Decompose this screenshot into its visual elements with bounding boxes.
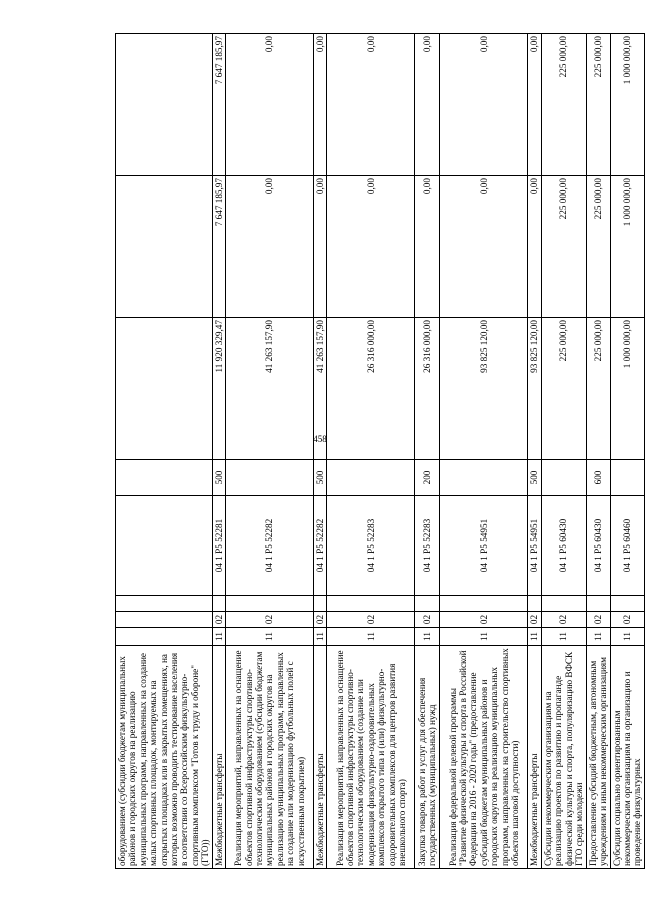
row-gr: 11 [212,628,225,646]
row-csr: 04 1 P5 60430 [541,496,586,596]
row-sum1: 26 316 000,00 [327,318,415,460]
row-sum1: 26 316 000,00 [415,318,440,460]
row-name: Межбюджетные трансферты [314,646,327,869]
row-name: оборудованием (субсидии бюджетам муниципальных районов и городских округов на реализацию муниципальных программ, направленных на создание малых спортивных площадок, монтируемых на открытых площадках или в закрытых помещениях, на которых возможно проводить тестирование населения в соответствии со Всероссийским физкультурно-спортивным комплексом "Готов к труду и обороне" (ГТО)) [116,646,213,869]
budget-table [115,33,645,869]
table-row [528,34,541,869]
row-gr: 11 [314,628,327,646]
row-pr: 02 [440,612,528,628]
page-number: 458 [313,434,327,444]
row-sum1: 1 000 000,00 [610,318,644,460]
row-pr: 02 [314,612,327,628]
row-gr: 11 [610,628,644,646]
row-sum2: 0,00 [528,176,541,318]
row-pr: 02 [541,612,586,628]
row-blank [327,596,415,612]
row-gr: 11 [528,628,541,646]
row-pr: 02 [226,612,314,628]
row-vr [327,460,415,496]
row-name: Межбюджетные трансферты [212,646,225,869]
row-pr: 02 [528,612,541,628]
row-vr [610,460,644,496]
row-sum3: 0,00 [440,34,528,176]
row-gr: 11 [415,628,440,646]
row-pr: 02 [327,612,415,628]
row-sum2: 225 000,00 [586,176,610,318]
row-blank [226,596,314,612]
row-name: Предоставление субсидий бюджетным, автономным учреждениям и иным некоммерческим организациям [586,646,610,869]
row-gr: 11 [586,628,610,646]
row-sum1: 41 263 157,90 [314,318,327,460]
row-sum3: 7 647 185,97 [212,34,225,176]
row-sum1: 93 825 120,00 [528,318,541,460]
row-blank [212,596,225,612]
row-csr: 04 1 P5 52282 [226,496,314,596]
row-pr: 02 [586,612,610,628]
table-row [541,34,586,869]
row-sum1: 41 263 157,90 [226,318,314,460]
row-vr: 200 [415,460,440,496]
row-name: Закупка товаров, работ и услуг для обеспечения государственных (муниципальных) нужд [415,646,440,869]
row-name: Субсидии социально ориентированным некоммерческим организациям на организацию и проведение физкультурных [610,646,644,869]
row-csr: 04 1 P5 60430 [586,496,610,596]
row-sum3: 0,00 [314,34,327,176]
table-row [226,34,314,869]
row-blank [116,596,213,612]
row-sum1: 93 825 120,00 [440,318,528,460]
row-name: Межбюджетные трансферты [528,646,541,869]
row-gr: 11 [541,628,586,646]
row-name: Реализация федеральной целевой программы "Развитие физической культуры и спорта в Российской Федерации на 2016 - 2020 годы" (предоставление субсидий бюджетам муниципальных районов и городских округов на реализацию муниципальных программ, направленных на строительство спортивных объектов шаговой доступности) [440,646,528,869]
row-vr [440,460,528,496]
row-vr: 500 [314,460,327,496]
row-gr: 11 [327,628,415,646]
row-blank [440,596,528,612]
row-pr [116,612,213,628]
row-sum1 [116,318,213,460]
row-sum3: 0,00 [528,34,541,176]
row-gr: 11 [226,628,314,646]
row-sum3 [116,34,213,176]
row-csr: 04 1 P5 60460 [610,496,644,596]
row-vr [541,460,586,496]
row-name: Субсидии некоммерческим организациям на реализацию проектов по развитию и пропаганде физической культуры и спорта, популяризацию ВФСК ГТО среди молодежи [541,646,586,869]
row-csr [116,496,213,596]
row-sum1: 225 000,00 [586,318,610,460]
row-vr [226,460,314,496]
row-sum3: 225 000,00 [541,34,586,176]
row-vr [116,460,213,496]
row-sum1: 225 000,00 [541,318,586,460]
table-row [440,34,528,869]
row-blank [528,596,541,612]
row-csr: 04 1 P5 52281 [212,496,225,596]
row-vr: 600 [586,460,610,496]
row-sum2: 0,00 [226,176,314,318]
row-vr: 500 [528,460,541,496]
row-sum3: 225 000,00 [586,34,610,176]
row-csr: 04 1 P5 52282 [314,496,327,596]
row-sum2: 0,00 [314,176,327,318]
row-pr: 02 [415,612,440,628]
row-sum2: 0,00 [440,176,528,318]
table-row [415,34,440,869]
row-blank [314,596,327,612]
table-row [610,34,644,869]
row-sum2: 225 000,00 [541,176,586,318]
row-csr: 04 1 P5 54951 [440,496,528,596]
row-vr: 500 [212,460,225,496]
table-row [586,34,610,869]
row-sum1: 11 920 329,47 [212,318,225,460]
row-sum2: 0,00 [327,176,415,318]
table-row [327,34,415,869]
row-name: Реализация мероприятий, направленных на оснащение объектов спортивной инфраструктуры спортивно-технологическим оборудованием (создание или модернизация физкультурно-оздоровительных комплексов открытого типа и (или) физкультурно-оздоровительных комплексов для центров развития внешкольного спорта) [327,646,415,869]
row-blank [541,596,586,612]
rotated-table-wrapper [115,34,643,869]
row-sum3: 0,00 [226,34,314,176]
row-gr: 11 [440,628,528,646]
row-csr: 04 1 P5 52283 [415,496,440,596]
table-row [314,34,327,869]
row-blank [610,596,644,612]
table-row [212,34,225,869]
row-csr: 04 1 P5 54951 [528,496,541,596]
row-sum2 [116,176,213,318]
row-gr [116,628,213,646]
row-sum3: 0,00 [327,34,415,176]
row-sum2: 1 000 000,00 [610,176,644,318]
row-sum2: 7 647 185,97 [212,176,225,318]
row-blank [415,596,440,612]
table-row [116,34,213,869]
row-name: Реализация мероприятий, направленных на оснащение объектов спортивной инфраструктуры спортивно-технологическим оборудованием (субсидии бюджетам муниципальных районов и городских округов на реализацию муниципальных программ, направленных на создание или модернизацию футбольных полей с искусственным покрытием) [226,646,314,869]
row-sum3: 0,00 [415,34,440,176]
row-csr: 04 1 P5 52283 [327,496,415,596]
row-pr: 02 [212,612,225,628]
row-sum3: 1 000 000,00 [610,34,644,176]
row-blank [586,596,610,612]
row-pr: 02 [610,612,644,628]
row-sum2: 0,00 [415,176,440,318]
